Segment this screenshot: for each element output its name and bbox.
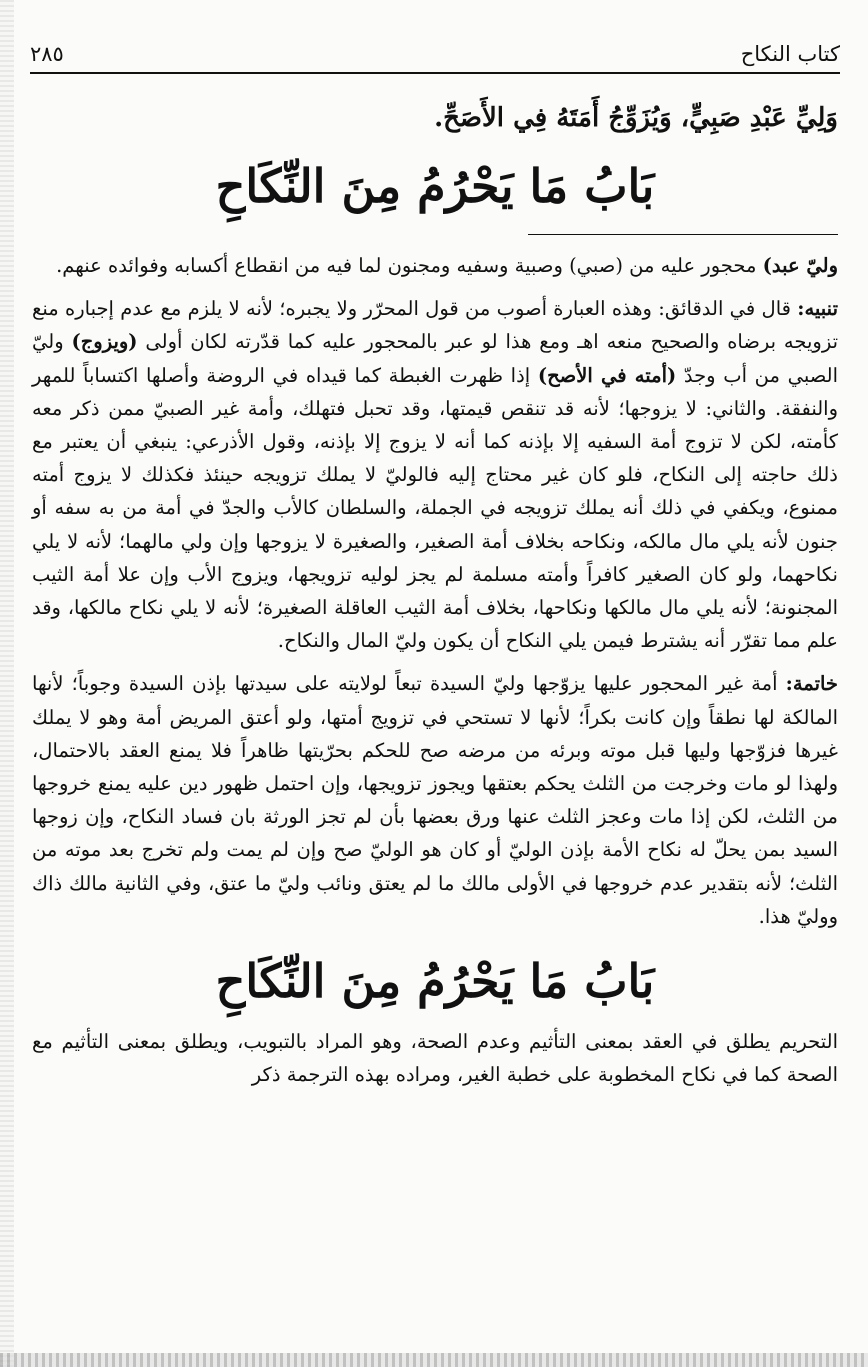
page-number: ٢٨٥	[30, 42, 64, 66]
commentary-text: محجور عليه من (صبي) وصبية وسفيه ومجنون لما فيه من انقطاع أكسابه وفوائده عنهم.	[56, 254, 763, 277]
khatima-label: خاتمة:	[785, 672, 838, 696]
tanbih-label: تنبيه:	[797, 297, 838, 321]
chapter-title-repeat: بَابُ مَا يَحْرُمُ مِنَ النِّكَاحِ	[215, 954, 655, 1009]
tanbih-bold-1: (ويزوج)	[71, 330, 138, 354]
final-paragraph: التحريم يطلق في العقد بمعنى التأثيم وعدم الصحة، وهو المراد بالتبويب، ويطلق بمعنى التأثيم مع الصحة كما في نكاح المخطوبة على خطبة الغير، ومراده بهذه الترجمة ذكر	[32, 1030, 838, 1087]
scan-edge-left	[0, 0, 14, 1367]
tanbih-text-2: وليّ الصبي من أب وجدّ	[32, 330, 838, 387]
page-content	[32, 82, 838, 1101]
footnote-rule	[528, 234, 838, 235]
matn-line: وَلِيِّ عَبْدِ صَبِيٍّ، وَيُزَوِّجُ أَمَتَهُ فِي الأَصَحِّ.	[434, 103, 838, 133]
tanbih-bold-2: (أمته في الأصح)	[537, 363, 677, 387]
tanbih-text-1: قال في الدقائق: وهذه العبارة أصوب من قول المحرّر ولا يجبره؛ لأنه لا يلزم مع عدم إجباره منع تزويجه برضاه والصحيح منعه اهـ ومع هذا لو عبر بالمحجور عليه كما قدّرته لكان أولى	[32, 297, 839, 354]
khatima-paragraph	[32, 667, 838, 933]
tanbih-paragraph	[32, 292, 838, 657]
commentary-paragraph	[32, 249, 838, 282]
lead-term: وليّ عبد)	[762, 254, 838, 277]
scan-edge-bottom	[0, 1353, 868, 1367]
page-header	[30, 38, 840, 74]
running-head: كتاب النكاح	[740, 42, 840, 66]
khatima-text: أمة غير المحجور عليها يزوّجها وليّ السيدة تبعاً لولايته على سيدتها بإذن السيدة وجوباً؛ لأنها المالكة لها نطقاً وإن كانت بكراً؛ لأنها لا تستحي في تزويج أمتها، ولو أعتق المريض أمة وهو لا يملك غيرها فزوّجها وليها قبل موته وبرئه من مرضه صح للحكم بحرّيتها ظاهراً فلا يمنع العقد بالاحتمال، ولهذا لو مات وخرجت من الثلث يحكم بعتقها ويجوز تزويجها، وإن احتمل ظهور دين عليه يمنع خروجها من الثلث، لكن إذا مات وعجز الثلث عنها ورق بعضها بأن لم تجز الورثة بان فساد النكاح، وإن زوجها السيد بمن يحلّ له نكاح الأمة بإذن الوليّ أو كان هو الوليّ صح وإن لم يمت ولم تخرج بعد موته من الثلث؛ لأنه بتقدير عدم خروجها في الأولى مالك ما لم يعتق ونائب وليّ ما عتق، وفي الثانية مالك ذاك ووليّ هذا.	[32, 672, 838, 928]
tanbih-text-3: إذا ظهرت الغبطة كما قيداه في الروضة وأصلها اكتساباً للمهر والنفقة. والثاني: لا يزوجها؛ لأنه قد تنقص قيمتها، وقد تحبل فتهلك، وأمة غير الصبيّ ممن ذكر معه كأمته، لكن لا تزوج أمة السفيه إلا بإذنه كما أنه لا يزوج إلا بإذنه، وقول الأذرعي: ينبغي أن يعتبر مع ذلك حاجته إلى النكاح، فلو كان غير محتاج إليه فالوليّ لا يملك تزويجه حينئذ فكذلك لا يزوج أمته ممنوع، ويكفي في ذلك أنه يملك تزويجه في الجملة، والسلطان كالأب والجدّ في أمة من به سفه أو جنون لأنه يلي مال مالكه، ونكاحه بخلاف أمة الصغير، والصغيرة لا يزوجها وإن ولي مالهما؛ لأنه لا يلي نكاحهما، ولو كان الصغير كافراً وأمته مسلمة لم يجز لوليه تزويجها، ويزوج الأب وإن علا أمة الثيب المجنونة؛ لأنه يلي مال مالكها ونكاحها، بخلاف أمة الثيب العاقلة الصغيرة؛ لأنه لا يلي نكاح مالكها، وقد علم مما تقرّر أنه يشترط فيمن يلي النكاح أن يكون وليّ المال والنكاح.	[32, 363, 838, 653]
chapter-title: بَابُ مَا يَحْرُمُ مِنَ النِّكَاحِ	[215, 159, 655, 213]
